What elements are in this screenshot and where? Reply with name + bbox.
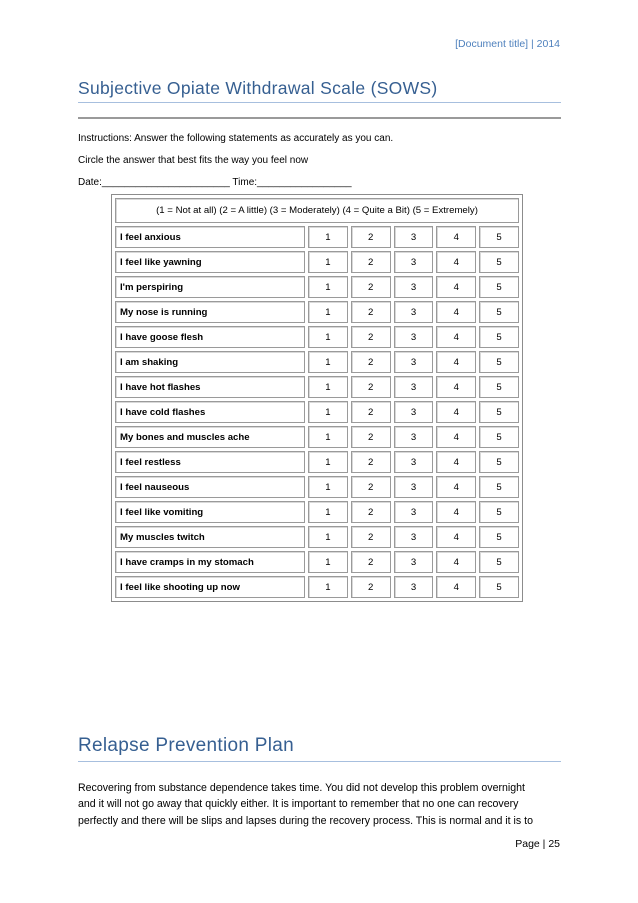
- rating-option-5[interactable]: 5: [479, 351, 519, 373]
- rating-option-4[interactable]: 4: [436, 301, 476, 323]
- rating-option-3[interactable]: 3: [394, 401, 434, 423]
- rating-option-3[interactable]: 3: [394, 251, 434, 273]
- statement-cell: I have hot flashes: [115, 376, 305, 398]
- table-row: [115, 526, 519, 548]
- rating-option-5[interactable]: 5: [479, 476, 519, 498]
- statement-cell: I feel like vomiting: [115, 501, 305, 523]
- statement-cell: My bones and muscles ache: [115, 426, 305, 448]
- table-row: [115, 351, 519, 373]
- rating-option-1[interactable]: 1: [308, 576, 348, 598]
- table-row: [115, 276, 519, 298]
- rating-option-5[interactable]: 5: [479, 226, 519, 248]
- rating-option-1[interactable]: 1: [308, 376, 348, 398]
- paragraph-line: and it will not go away that quickly either. It is important to remember that no one can recovery: [78, 798, 519, 811]
- rating-option-2[interactable]: 2: [351, 351, 391, 373]
- rating-option-5[interactable]: 5: [479, 576, 519, 598]
- table-row: [115, 476, 519, 498]
- rating-option-4[interactable]: 4: [436, 526, 476, 548]
- section-title-sows: Subjective Opiate Withdrawal Scale (SOWS): [78, 78, 438, 98]
- rating-option-5[interactable]: 5: [479, 426, 519, 448]
- rating-option-2[interactable]: 2: [351, 276, 391, 298]
- rating-option-3[interactable]: 3: [394, 301, 434, 323]
- paragraph-line: perfectly and there will be slips and lapses during the recovery process. This is normal and it is to: [78, 814, 533, 827]
- date-time-line: Date:_______________________ Time:_________________: [78, 177, 352, 188]
- rating-option-1[interactable]: 1: [308, 351, 348, 373]
- rating-option-1[interactable]: 1: [308, 476, 348, 498]
- rating-option-4[interactable]: 4: [436, 226, 476, 248]
- rating-option-1[interactable]: 1: [308, 301, 348, 323]
- statement-cell: My muscles twitch: [115, 526, 305, 548]
- rating-option-5[interactable]: 5: [479, 276, 519, 298]
- circle-instruction: Circle the answer that best fits the way you feel now: [78, 155, 309, 166]
- scale-legend: (1 = Not at all) (2 = A little) (3 = Moderately) (4 = Quite a Bit) (5 = Extremely): [115, 198, 519, 223]
- statement-cell: I feel nauseous: [115, 476, 305, 498]
- table-row: [115, 301, 519, 323]
- rating-option-2[interactable]: 2: [351, 301, 391, 323]
- rating-option-2[interactable]: 2: [351, 426, 391, 448]
- rating-option-2[interactable]: 2: [351, 326, 391, 348]
- section-title-relapse: Relapse Prevention Plan: [78, 735, 295, 756]
- table-row: [115, 376, 519, 398]
- rating-option-1[interactable]: 1: [308, 426, 348, 448]
- table-row: [115, 501, 519, 523]
- rating-option-1[interactable]: 1: [308, 451, 348, 473]
- paragraph-line: Recovering from substance dependence takes time. You did not develop this problem overnight: [78, 782, 525, 794]
- instructions-text: Instructions: Answer the following statements as accurately as you can.: [78, 133, 394, 144]
- rating-option-5[interactable]: 5: [479, 551, 519, 573]
- relapse-title-underline: [78, 761, 561, 762]
- rating-option-1[interactable]: 1: [308, 276, 348, 298]
- rating-option-2[interactable]: 2: [351, 401, 391, 423]
- sows-table: [111, 194, 523, 602]
- rating-option-2[interactable]: 2: [351, 451, 391, 473]
- rating-option-1[interactable]: 1: [308, 551, 348, 573]
- rating-option-2[interactable]: 2: [351, 526, 391, 548]
- rating-option-1[interactable]: 1: [308, 501, 348, 523]
- rating-option-5[interactable]: 5: [479, 376, 519, 398]
- table-row: [115, 551, 519, 573]
- rating-option-5[interactable]: 5: [479, 501, 519, 523]
- statement-cell: I have goose flesh: [115, 326, 305, 348]
- rating-option-2[interactable]: 2: [351, 226, 391, 248]
- section-divider: [78, 117, 561, 119]
- running-header: [Document title] | 2014: [455, 38, 560, 50]
- rating-option-5[interactable]: 5: [479, 251, 519, 273]
- rating-option-5[interactable]: 5: [479, 301, 519, 323]
- rating-option-2[interactable]: 2: [351, 251, 391, 273]
- rating-option-4[interactable]: 4: [436, 376, 476, 398]
- rating-option-4[interactable]: 4: [436, 326, 476, 348]
- table-row: [115, 326, 519, 348]
- statement-cell: I am shaking: [115, 351, 305, 373]
- rating-option-4[interactable]: 4: [436, 451, 476, 473]
- rating-option-1[interactable]: 1: [308, 251, 348, 273]
- table-row: [115, 576, 519, 598]
- rating-option-2[interactable]: 2: [351, 576, 391, 598]
- rating-option-3[interactable]: 3: [394, 326, 434, 348]
- rating-option-4[interactable]: 4: [436, 351, 476, 373]
- rating-option-3[interactable]: 3: [394, 576, 434, 598]
- scale-header-row: [115, 198, 519, 223]
- title-underline: [78, 102, 561, 103]
- statement-cell: I feel anxious: [115, 226, 305, 248]
- rating-option-3[interactable]: 3: [394, 426, 434, 448]
- table-row: [115, 401, 519, 423]
- rating-option-4[interactable]: 4: [436, 426, 476, 448]
- rating-option-4[interactable]: 4: [436, 576, 476, 598]
- rating-option-2[interactable]: 2: [351, 551, 391, 573]
- statement-cell: I'm perspiring: [115, 276, 305, 298]
- rating-option-4[interactable]: 4: [436, 251, 476, 273]
- statement-cell: I feel like shooting up now: [115, 576, 305, 598]
- table-row: [115, 451, 519, 473]
- rating-option-2[interactable]: 2: [351, 376, 391, 398]
- rating-option-3[interactable]: 3: [394, 526, 434, 548]
- rating-option-5[interactable]: 5: [479, 526, 519, 548]
- table-row: [115, 251, 519, 273]
- rating-option-1[interactable]: 1: [308, 526, 348, 548]
- rating-option-3[interactable]: 3: [394, 476, 434, 498]
- rating-option-1[interactable]: 1: [308, 326, 348, 348]
- rating-option-3[interactable]: 3: [394, 376, 434, 398]
- rating-option-4[interactable]: 4: [436, 401, 476, 423]
- statement-cell: My nose is running: [115, 301, 305, 323]
- rating-option-3[interactable]: 3: [394, 351, 434, 373]
- rating-option-4[interactable]: 4: [436, 551, 476, 573]
- statement-cell: I feel restless: [115, 451, 305, 473]
- rating-option-3[interactable]: 3: [394, 551, 434, 573]
- rating-option-2[interactable]: 2: [351, 476, 391, 498]
- rating-option-1[interactable]: 1: [308, 401, 348, 423]
- statement-cell: I have cramps in my stomach: [115, 551, 305, 573]
- rating-option-3[interactable]: 3: [394, 276, 434, 298]
- rating-option-4[interactable]: 4: [436, 501, 476, 523]
- rating-option-3[interactable]: 3: [394, 501, 434, 523]
- table-row: [115, 426, 519, 448]
- rating-option-5[interactable]: 5: [479, 451, 519, 473]
- rating-option-3[interactable]: 3: [394, 226, 434, 248]
- rating-option-4[interactable]: 4: [436, 476, 476, 498]
- statement-cell: I feel like yawning: [115, 251, 305, 273]
- statement-cell: I have cold flashes: [115, 401, 305, 423]
- relapse-paragraph: [78, 780, 563, 829]
- page-number: Page | 25: [515, 838, 560, 850]
- rating-option-3[interactable]: 3: [394, 451, 434, 473]
- rating-option-4[interactable]: 4: [436, 276, 476, 298]
- rating-option-5[interactable]: 5: [479, 326, 519, 348]
- rating-option-2[interactable]: 2: [351, 501, 391, 523]
- table-row: [115, 226, 519, 248]
- rating-option-5[interactable]: 5: [479, 401, 519, 423]
- rating-option-1[interactable]: 1: [308, 226, 348, 248]
